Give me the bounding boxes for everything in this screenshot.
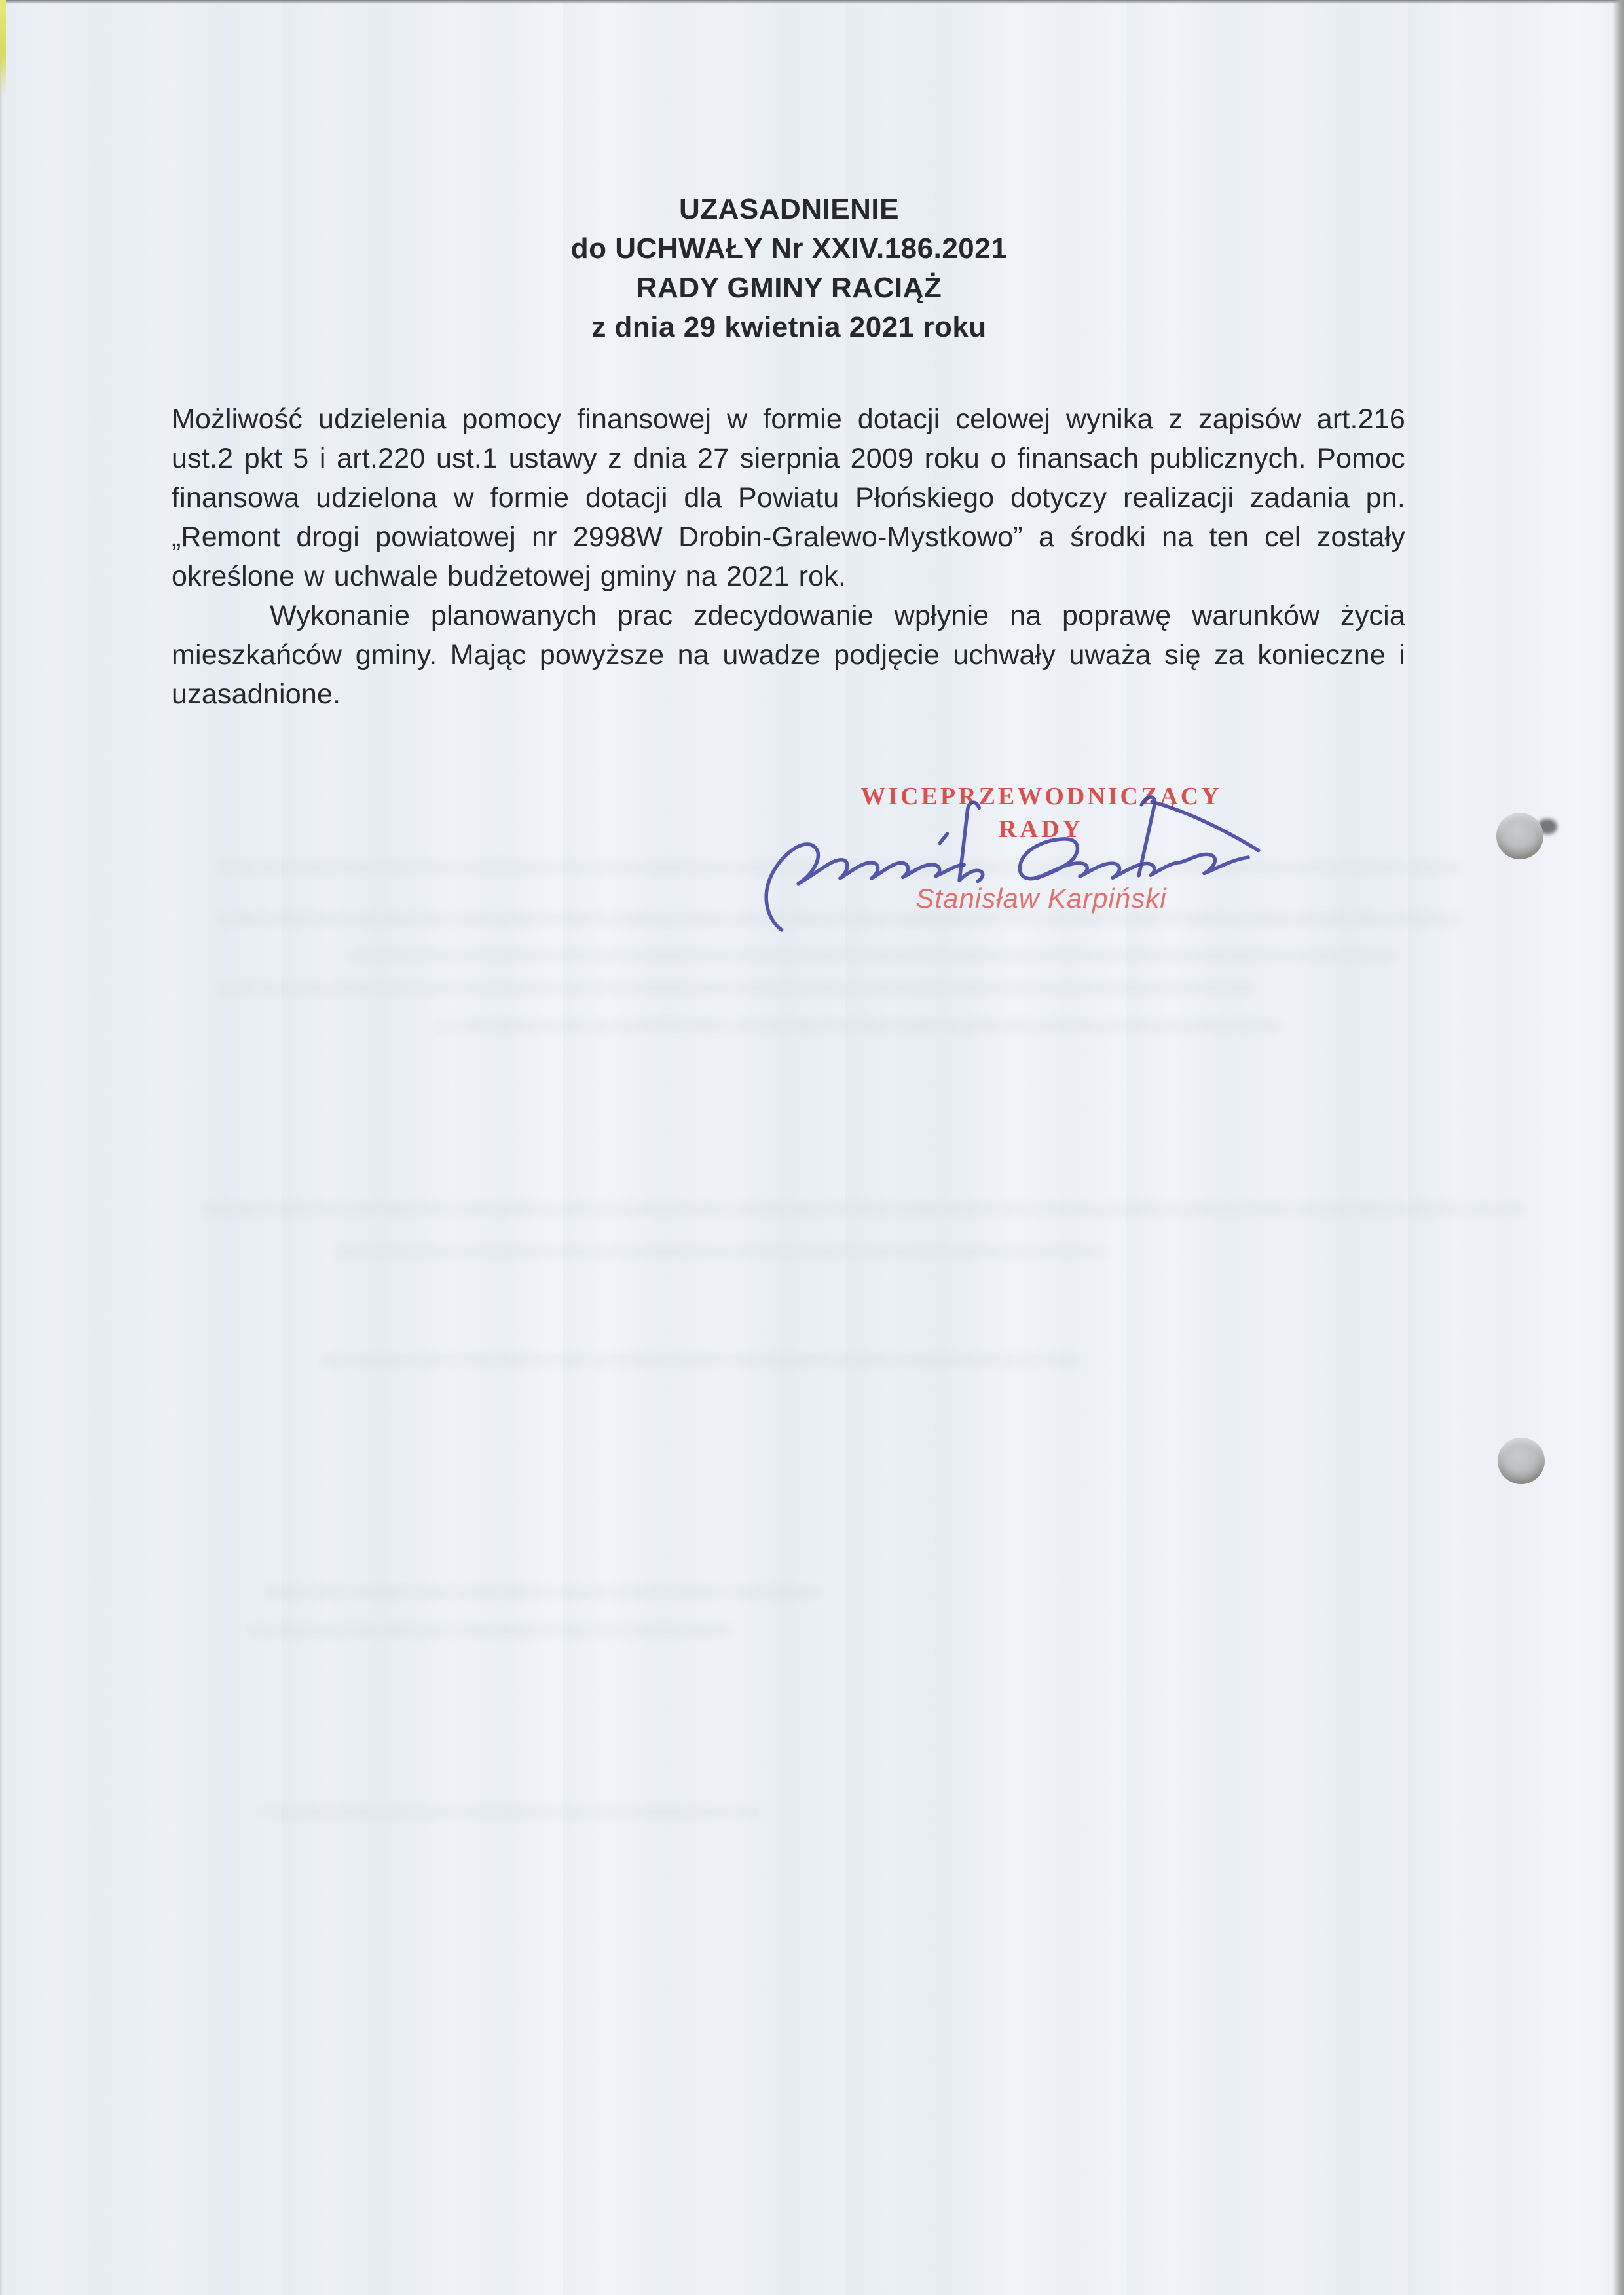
bleed-through-smudge [218, 981, 1253, 996]
stamp-title: WICEPRZEWODNICZĄCY [860, 783, 1222, 810]
body-paragraph-2: Wykonanie planowanych prac zdecydowanie wpłynie na poprawę warunków życia mieszkańców gminy. Mając powyższe na uwadze podjęcie uchwały uważa się za konieczne i uzasadnione. [172, 600, 1405, 710]
resolution-reference: do UCHWAŁY Nr XXIV.186.2021 [570, 233, 1008, 265]
scan-top-edge-line [0, 0, 1624, 4]
document-body [172, 400, 1405, 714]
bleed-through-smudge [249, 1623, 733, 1637]
bleed-through-smudge [218, 912, 1462, 926]
document-header [0, 190, 1578, 347]
bleed-through-smudge [262, 1585, 819, 1599]
signer-name: Stanisław Karpiński [915, 883, 1167, 914]
scan-right-edge-band [1612, 0, 1624, 2295]
bleed-through-smudge [334, 1244, 1107, 1259]
scan-corner-artifact [0, 0, 6, 97]
document-title: UZASADNIENIE [678, 193, 900, 225]
bleed-through-smudge [262, 1805, 760, 1819]
punch-hole-top [1496, 813, 1543, 859]
bleed-through-smudge [204, 1203, 1526, 1217]
punch-hole-bottom [1498, 1438, 1545, 1484]
council-name: RADY GMINY RACIĄŻ [636, 272, 942, 304]
body-paragraph-1: Możliwość udzielenia pomocy finansowej w formie dotacji celowej wynika z zapisów art.216 ust.2 pkt 5 i art.220 ust.1 ustawy z dnia 27 sierpnia 2009 roku o finansach publicznych. Pomoc finansowa udzielona w formie dotacji dla Powiatu Płońskiego dotyczy realizacji zadania pn. „Remont drogi powiatowej nr 2998W Drobin-Gralewo-Mystkowo” a środki na ten cel zostały określone w uchwale budżetowej gminy na 2021 rok. [172, 403, 1405, 592]
bleed-through-smudge [320, 1353, 1080, 1368]
bleed-through-smudge [218, 861, 1462, 875]
bleed-through-smudge [350, 948, 1397, 963]
stamp-subtitle: RADY [999, 815, 1084, 843]
bleed-through-smudge [437, 1019, 1282, 1034]
resolution-date: z dnia 29 kwietnia 2021 roku [591, 311, 987, 343]
